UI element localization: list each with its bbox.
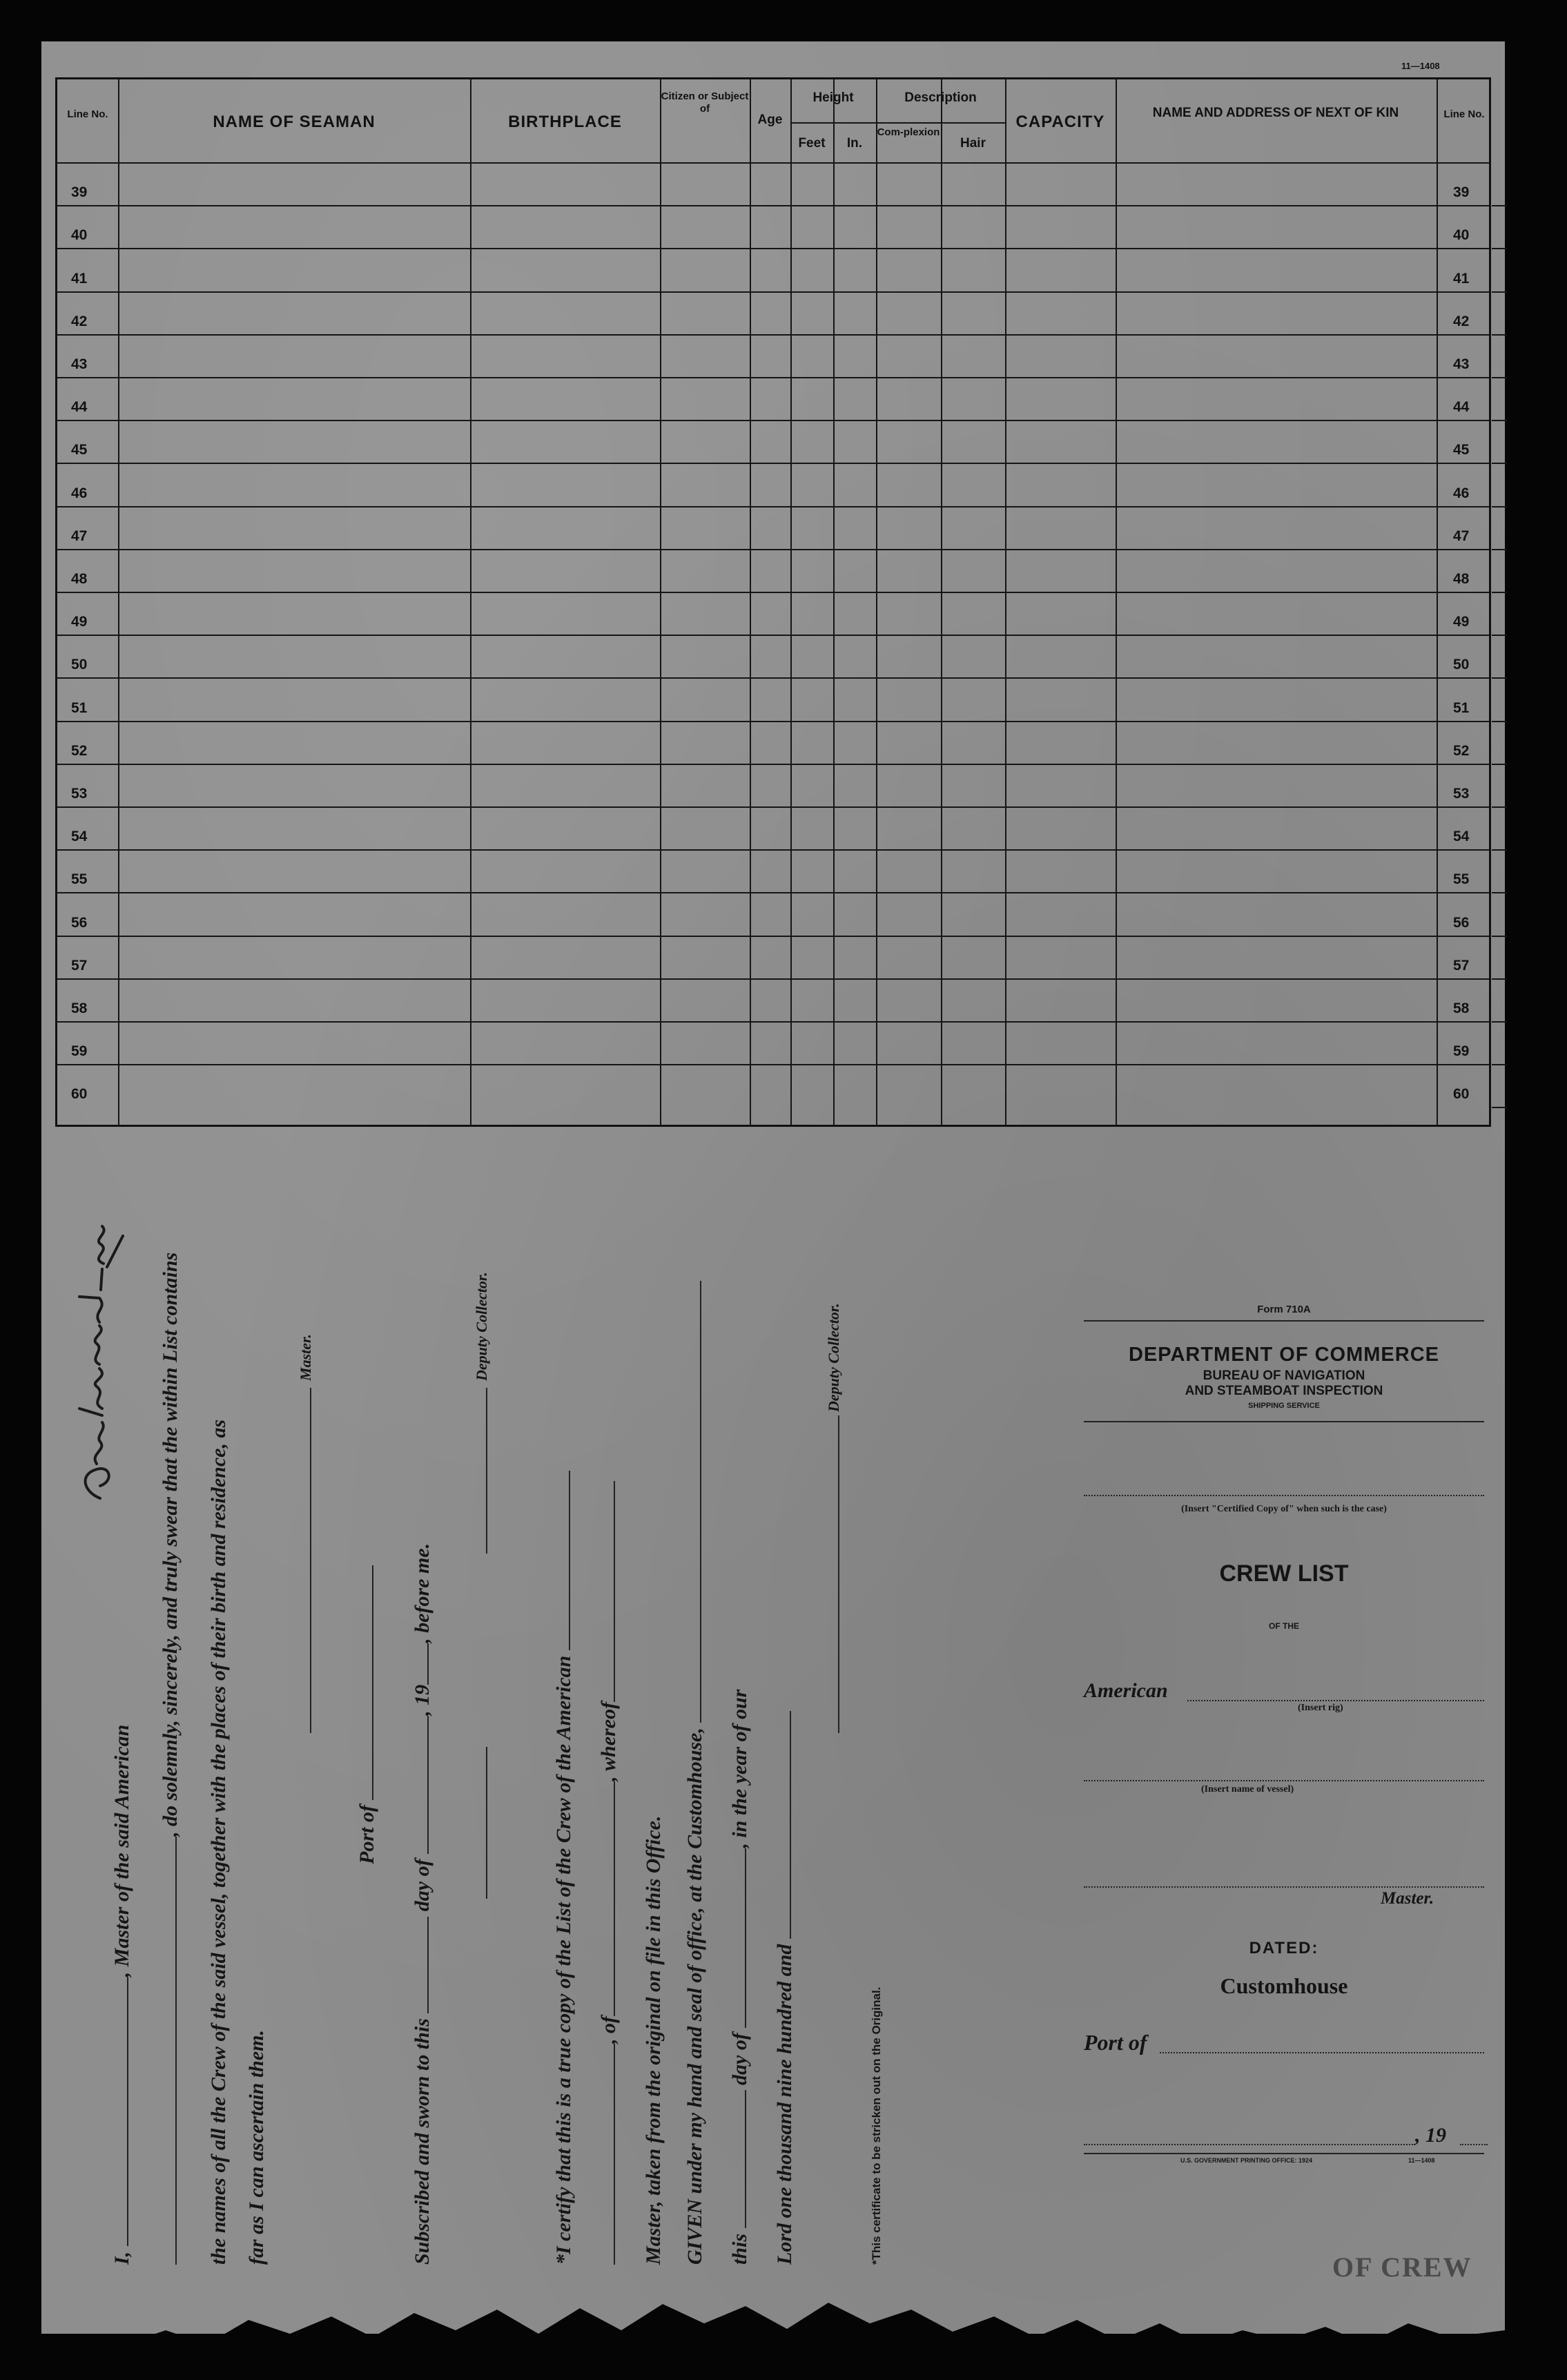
- master-label: Master.: [1381, 1889, 1434, 1908]
- before-me: , before me.: [411, 1542, 434, 1643]
- master-signature-label: Master.: [297, 1334, 314, 1381]
- row-divider-ext: [1492, 1021, 1507, 1023]
- row-divider-ext: [1492, 677, 1507, 679]
- line-number-right: 40: [1453, 227, 1470, 244]
- oath-line1-prefix: I,: [110, 2251, 133, 2265]
- oath-line3: the names of all the Crew of the said vessel, together with the places of their birth and residence, as: [207, 1419, 230, 2265]
- row-divider: [57, 506, 1489, 507]
- row-divider: [57, 892, 1489, 893]
- header-complexion: Com-plexion: [877, 126, 940, 138]
- row-divider: [57, 334, 1489, 336]
- row-divider: [57, 978, 1489, 980]
- line-number-right: 49: [1453, 614, 1470, 630]
- line-number-right: 54: [1453, 829, 1470, 845]
- row-divider-ext: [1492, 635, 1507, 636]
- line-number-right: 46: [1453, 485, 1470, 501]
- torn-edge: [41, 2251, 1505, 2380]
- row-divider-ext: [1492, 721, 1507, 722]
- line-number-right: 39: [1453, 184, 1470, 201]
- oath-line1-suffix: , Master of the said American: [110, 1724, 133, 1977]
- row-divider: [57, 248, 1489, 249]
- in-the-year-label: , in the year of our: [728, 1689, 751, 1848]
- whereof-label: , whereof: [597, 1702, 620, 1781]
- year-label-cover: , 19: [1415, 2124, 1446, 2147]
- line-number-left: 48: [71, 571, 88, 587]
- line-number-left: 39: [71, 184, 88, 201]
- line-number-right: 50: [1453, 657, 1470, 673]
- form-number-top: 11—1408: [1401, 61, 1440, 71]
- line-number-left: 47: [71, 528, 88, 544]
- header-line-no-right: Line No.: [1443, 108, 1485, 120]
- row-divider: [57, 377, 1489, 378]
- bureau-line-1: BUREAU OF NAVIGATION: [1203, 1368, 1365, 1383]
- printer-imprint: U.S. GOVERNMENT PRINTING OFFICE: 1924: [1180, 2157, 1313, 2164]
- row-divider-ext: [1492, 764, 1507, 765]
- line-number-right: 42: [1453, 313, 1470, 329]
- port-of-label-cover: Port of: [1084, 2030, 1147, 2055]
- line-number-left: 50: [71, 657, 88, 673]
- line-number-right: 43: [1453, 356, 1470, 372]
- header-next-of-kin: NAME AND ADDRESS OF NEXT OF KIN: [1152, 106, 1399, 120]
- line-number-left: 44: [71, 399, 88, 416]
- bureau-line-2: AND STEAMBOAT INSPECTION: [1185, 1384, 1383, 1398]
- row-divider: [57, 420, 1489, 421]
- row-divider-ext: [1492, 936, 1507, 937]
- line-number-right: 55: [1453, 871, 1470, 888]
- header-inches: In.: [846, 136, 863, 151]
- line-number-right: 58: [1453, 1000, 1470, 1016]
- line-number-left: 45: [71, 442, 88, 458]
- row-divider-ext: [1492, 549, 1507, 550]
- port-of-label: Port of: [356, 1805, 378, 1864]
- oath-line2: , do solemnly, sincerely, and truly swear that the within List contains: [159, 1252, 182, 1837]
- header-citizen: Citizen or Subject of: [661, 90, 749, 115]
- deputy-collector-label-1: Deputy Collector.: [473, 1272, 490, 1381]
- row-divider-ext: [1492, 291, 1507, 293]
- master-taken-text: Master, taken from the original on file in this Office.: [642, 1815, 665, 2265]
- line-number-left: 52: [71, 742, 88, 759]
- header-capacity: CAPACITY: [1015, 113, 1105, 131]
- row-divider: [57, 764, 1489, 765]
- line-number-left: 60: [71, 1086, 88, 1103]
- oath-line4: far as I can ascertain them.: [245, 2029, 268, 2265]
- line-number-left: 42: [71, 313, 88, 329]
- row-divider-ext: [1492, 849, 1507, 851]
- header-hair: Hair: [960, 136, 986, 151]
- line-number-right: 57: [1453, 957, 1470, 974]
- row-divider-ext: [1492, 592, 1507, 593]
- line-number-left: 51: [71, 699, 88, 716]
- line-number-left: 49: [71, 614, 88, 630]
- row-divider: [57, 1064, 1489, 1065]
- row-divider: [57, 205, 1489, 206]
- certify-text: *I certify that this is a true copy of the List of the Crew of the American: [552, 1655, 575, 2265]
- insert-rig-note: (Insert rig): [1298, 1703, 1343, 1713]
- header-name-of-seaman: NAME OF SEAMAN: [213, 113, 376, 131]
- shipping-service: SHIPPING SERVICE: [1248, 1402, 1320, 1410]
- row-divider: [57, 549, 1489, 550]
- year-prefix: , 19: [411, 1684, 434, 1716]
- form-number: Form 710A: [1257, 1304, 1311, 1315]
- row-divider: [57, 1021, 1489, 1023]
- row-divider: [57, 291, 1489, 293]
- header-height: Height: [812, 90, 854, 105]
- line-number-right: 47: [1453, 528, 1470, 544]
- line-number-left: 54: [71, 829, 88, 845]
- crew-list-table: [55, 77, 1491, 1127]
- customhouse-label: Customhouse: [1220, 1973, 1348, 1998]
- line-number-left: 41: [71, 270, 88, 287]
- department-title: DEPARTMENT OF COMMERCE: [1128, 1344, 1439, 1366]
- row-divider: [57, 936, 1489, 937]
- of-the-label: OF THE: [1269, 1621, 1299, 1631]
- line-number-right: 59: [1453, 1043, 1470, 1060]
- line-number-right: 52: [1453, 742, 1470, 759]
- of-label: , of: [597, 2016, 620, 2044]
- row-divider: [57, 592, 1489, 593]
- certificate-block: [83, 1153, 980, 2272]
- day-of-label-2: day of: [728, 2033, 751, 2085]
- certificate-footnote: *This certificate to be stricken out on the Original.: [870, 1986, 883, 2265]
- line-number-left: 55: [71, 871, 88, 888]
- form-code-bottom: 11—1408: [1408, 2157, 1435, 2164]
- line-number-right: 53: [1453, 786, 1470, 802]
- line-number-left: 46: [71, 485, 88, 501]
- line-number-right: 51: [1453, 699, 1470, 716]
- row-divider-ext: [1492, 248, 1507, 249]
- row-divider-ext: [1492, 463, 1507, 464]
- line-number-left: 59: [71, 1043, 88, 1060]
- row-divider-ext: [1492, 334, 1507, 336]
- bottom-stamp: OF CREW: [1332, 2252, 1472, 2283]
- line-number-right: 45: [1453, 442, 1470, 458]
- row-divider: [57, 721, 1489, 722]
- crew-list-title: CREW LIST: [1219, 1560, 1349, 1587]
- row-divider-ext: [1492, 506, 1507, 507]
- row-divider: [57, 677, 1489, 679]
- this-label: this: [728, 2233, 751, 2265]
- insert-vessel-note: (Insert name of vessel): [1201, 1784, 1294, 1794]
- row-divider-ext: [1492, 205, 1507, 206]
- line-number-right: 60: [1453, 1086, 1470, 1103]
- insert-certified-note: (Insert "Certified Copy of" when such is the case): [1181, 1504, 1387, 1514]
- subscribed-label: Subscribed and sworn to this: [411, 2018, 434, 2265]
- header-birthplace: BIRTHPLACE: [508, 113, 622, 131]
- row-divider-ext: [1492, 892, 1507, 893]
- header-feet: Feet: [798, 136, 826, 151]
- row-divider-ext: [1492, 377, 1507, 378]
- line-number-left: 58: [71, 1000, 88, 1016]
- header-description: Description: [904, 90, 977, 105]
- row-divider-ext: [1492, 1064, 1507, 1065]
- row-divider: [57, 806, 1489, 808]
- line-number-left: 56: [71, 914, 88, 931]
- row-divider-ext: [1492, 1107, 1507, 1108]
- line-number-right: 48: [1453, 571, 1470, 587]
- deputy-collector-label-2: Deputy Collector.: [825, 1303, 842, 1412]
- line-number-left: 57: [71, 957, 88, 974]
- row-divider: [57, 849, 1489, 851]
- row-divider-ext: [1492, 420, 1507, 421]
- dated-label: DATED:: [1249, 1939, 1319, 1957]
- line-number-left: 43: [71, 356, 88, 372]
- header-line-no-left: Line No.: [67, 108, 108, 120]
- line-number-right: 41: [1453, 270, 1470, 287]
- lord-text: Lord one thousand nine hundred and: [773, 1944, 796, 2265]
- row-divider-ext: [1492, 978, 1507, 980]
- line-number-left: 53: [71, 786, 88, 802]
- given-text: GIVEN under my hand and seal of office, at the Customhouse,: [683, 1728, 706, 2265]
- line-number-right: 44: [1453, 399, 1470, 416]
- day-of-label: day of: [411, 1859, 434, 1912]
- row-divider: [57, 635, 1489, 636]
- line-number-right: 56: [1453, 914, 1470, 931]
- header-age: Age: [757, 113, 783, 127]
- line-number-left: 40: [71, 227, 88, 244]
- row-divider: [57, 463, 1489, 464]
- row-divider-ext: [1492, 806, 1507, 808]
- cover-panel: [1077, 1284, 1491, 2203]
- american-label: American: [1084, 1679, 1168, 1702]
